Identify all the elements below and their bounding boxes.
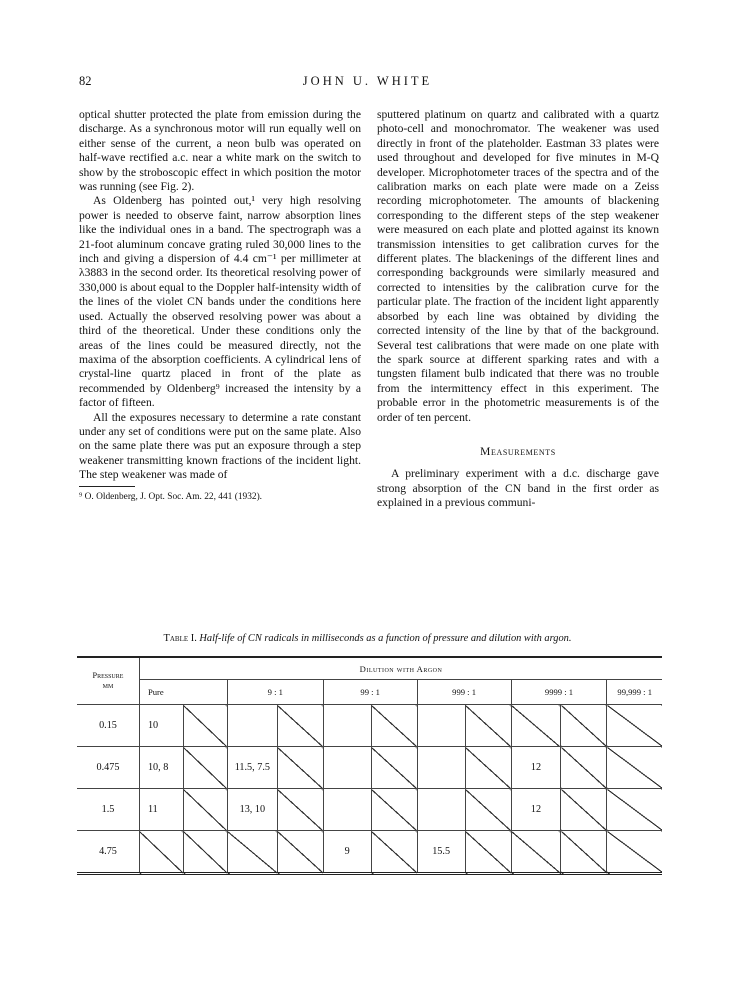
empty-cell [371,747,417,789]
pressure-header [77,657,139,705]
value-cell: 11.5, 7.5 [227,747,277,789]
empty-cell [465,789,511,831]
table-caption-label: Table I. [163,633,197,644]
empty-cell [607,789,662,831]
empty-cell [277,831,323,874]
empty-cell [277,747,323,789]
column-header: 999 : 1 [417,680,511,705]
paragraph: A preliminary experiment with a d.c. discharge gave strong absorption of the CN band in the first order as explained in a previous communi- [377,467,659,510]
data-table [77,656,662,875]
empty-cell [277,705,323,747]
empty-cell [607,747,662,789]
value-cell [323,747,371,789]
empty-cell [465,747,511,789]
pressure-value: 0.15 [77,705,139,747]
value-cell [323,789,371,831]
left-column [79,108,361,503]
empty-cell [183,789,227,831]
value-cell: 10, 8 [139,747,183,789]
dilution-header: Dilution with Argon [139,657,662,680]
pressure-value: 0.475 [77,747,139,789]
empty-cell [465,705,511,747]
value-cell [323,705,371,747]
empty-cell [183,747,227,789]
value-cell [417,747,465,789]
empty-cell [183,831,227,874]
paragraph: sputtered platinum on quartz and calibrated with a quartz photo-cell and monochromator. The weakener was used directly in front of the plateholder. Eastman 33 plates were used throughout and developed for five minutes in M-Q developer. Microphotometer traces of the spectra and of the calibration marks on each plate were made on a Zeiss recording microphotometer. The amounts of blackening corresponding to the different steps of the step weakener were measured on each plate and plotted against its known transmission intensities to get calibration curves for the different plates. The blackenings of the different lines and corresponding backgrounds were similarly measured and corrected to intensities by the calibration curve for the particular plate. The fraction of the incident light apparently absorbed by each line was obtained by dividing the corrected intensity of the line by that of the background. Several test calibrations that were made on one plate with the spark source at different sparking rates and with a tungsten filament bulb indicated that there was no trouble from the intermittency effect in this experiment. The probable error in the photometric measurements is of the order of ten percent. [377,108,659,424]
empty-cell [607,831,662,874]
empty-cell [561,747,607,789]
right-column [377,108,659,511]
empty-cell [227,831,277,874]
empty-cell [371,789,417,831]
column-header: 99 : 1 [323,680,417,705]
section-heading: Measurements [480,445,556,458]
empty-cell [511,831,561,874]
paragraph: optical shutter protected the plate from emission during the discharge. As a synchronous motor will run equally well on either sense of the current, a neon bulb was operated on half-wave rectified a.c. near a white mark on the switch to show by the stroboscopic effect in which position the motor was running (see Fig. 2). [79,108,361,194]
empty-cell [183,705,227,747]
value-cell: 13, 10 [227,789,277,831]
table-row [77,705,662,747]
table-caption-text: Half-life of CN radicals in milliseconds as a function of pressure and dilution with argon. [199,633,572,644]
column-header: Pure [139,680,227,705]
value-cell: 10 [139,705,183,747]
column-header: 9 : 1 [227,680,323,705]
running-head: JOHN U. WHITE [302,74,433,88]
value-cell: 12 [511,789,561,831]
pressure-header-label: Pressure [92,671,124,680]
table-row [77,789,662,831]
empty-cell [561,789,607,831]
paragraph: As Oldenberg has pointed out,¹ very high resolving power is needed to observe faint, narrow absorption lines like the individual ones in a band. The spectrograph was a 21-foot aluminum concave grating ruled 30,000 lines to the inch and giving a dispersion of 4.4 cm⁻¹ per millimeter at λ3883 in the second order. Its theoretical resolving power of 330,000 is about equal to the Doppler half-intensity width of the lines of the violet CN bands under the conditions here used. Actually the observed resolving power was about a third of the theoretical. Under these conditions only the areas of the lines could be measured directly, not the maxima of the absorption coefficients. A cylindrical lens of crystal-line quartz placed in front of the plate as recommended by Oldenberg⁹ increased the intensity by a factor of fifteen. [79,194,361,410]
pressure-value: 4.75 [77,831,139,874]
column-header: 9999 : 1 [511,680,607,705]
table-row [77,831,662,874]
empty-cell [277,789,323,831]
table-caption [0,633,735,644]
value-cell [417,789,465,831]
empty-cell [371,831,417,874]
value-cell [417,705,465,747]
value-cell: 9 [323,831,371,874]
column-header-row [77,680,662,705]
empty-cell [561,705,607,747]
empty-cell [139,831,183,874]
value-cell: 11 [139,789,183,831]
empty-cell [561,831,607,874]
empty-cell [465,831,511,874]
empty-cell [511,705,561,747]
empty-cell [607,705,662,747]
empty-cell [371,705,417,747]
paragraph: All the exposures necessary to determine a rate constant under any set of conditions were put on the same plate. Also on the same plate there was put an exposure through a step weakener transmitting known fractions of the incident light. The step weakener was made of [79,410,361,482]
value-cell: 15.5 [417,831,465,874]
page-number: 82 [79,74,92,88]
value-cell: 12 [511,747,561,789]
value-cell [227,705,277,747]
column-header: 99,999 : 1 [607,680,662,705]
pressure-unit-label: mm [102,681,114,690]
table-row [77,747,662,789]
pressure-value: 1.5 [77,789,139,831]
footnote-divider [79,486,135,487]
footnote: ⁹ O. Oldenberg, J. Opt. Soc. Am. 22, 441 (1932). [79,491,263,502]
